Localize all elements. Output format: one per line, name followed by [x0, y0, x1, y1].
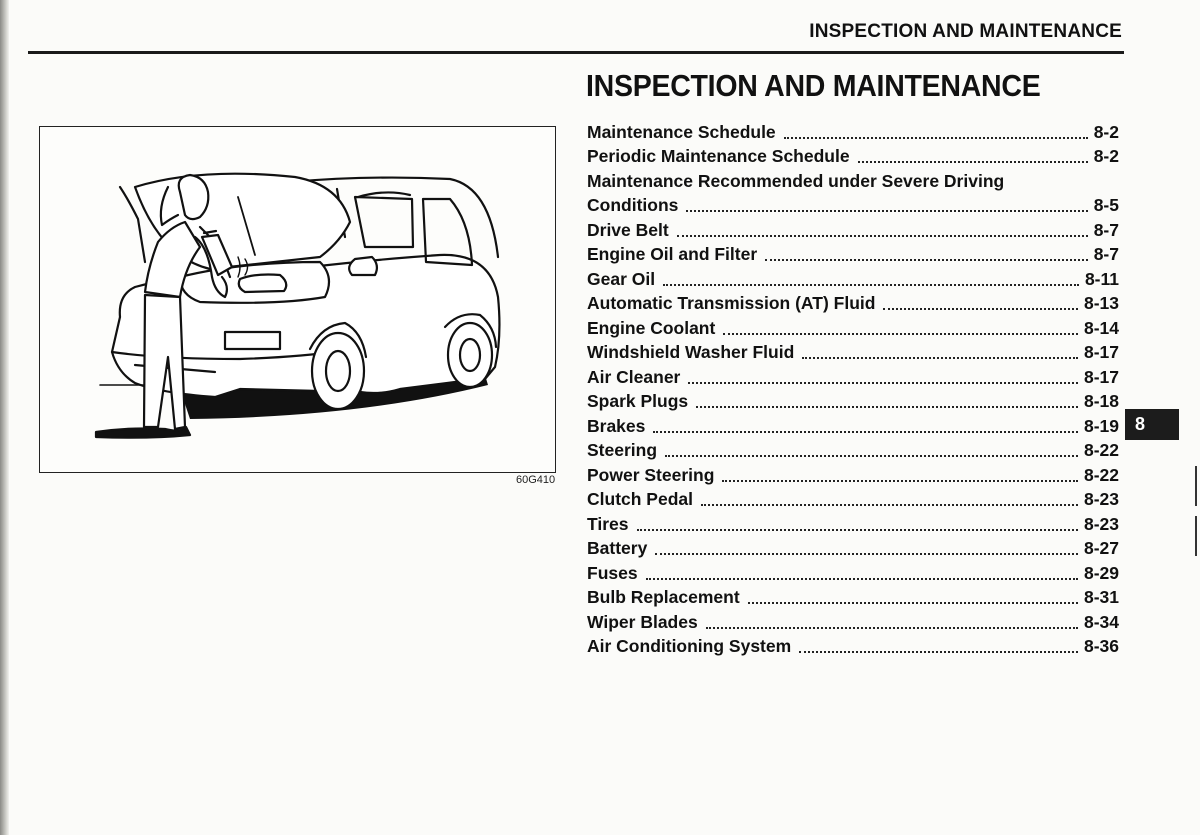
toc-entry[interactable] — [587, 118, 1119, 143]
toc-entry-label: Bulb Replacement — [587, 587, 740, 607]
toc-entry-label: Power Steering — [587, 464, 715, 485]
toc-dot-leader — [799, 651, 1078, 653]
toc-entry-page: 8-17 — [1083, 342, 1119, 362]
toc-entry-page: 8-27 — [1083, 538, 1119, 558]
toc-entry[interactable] — [587, 510, 1119, 535]
toc-dot-leader — [858, 161, 1088, 163]
toc-entry-page: 8-19 — [1083, 415, 1119, 436]
toc-dot-leader — [665, 455, 1078, 457]
toc-dot-leader — [663, 284, 1079, 286]
toc-entry-label: Brakes — [587, 415, 646, 436]
toc-entry[interactable] — [587, 241, 1119, 266]
toc-dot-leader — [696, 406, 1078, 408]
toc-entry[interactable] — [587, 143, 1119, 168]
toc-entry-label: Gear Oil — [587, 268, 656, 289]
toc-entry-label: Automatic Transmission (AT) Fluid — [587, 293, 876, 313]
toc-dot-leader — [706, 627, 1078, 629]
toc-dot-leader — [748, 602, 1078, 604]
toc-entry-label: Wiper Blades — [587, 611, 698, 632]
figure-code: 60G410 — [516, 474, 556, 486]
toc-entry-label: Spark Plugs — [587, 391, 689, 411]
toc-entry-page: 8-17 — [1083, 366, 1119, 387]
toc-dot-leader — [802, 357, 1078, 359]
toc-dot-leader — [686, 210, 1087, 212]
toc-entry[interactable] — [587, 559, 1119, 584]
toc-entry[interactable] — [587, 608, 1119, 633]
toc-dot-leader — [637, 529, 1078, 531]
chapter-tab[interactable]: 8 — [1125, 409, 1179, 440]
toc-entry-page: 8-22 — [1083, 464, 1119, 485]
table-of-contents — [587, 118, 1119, 657]
toc-entry-label: Engine Coolant — [587, 317, 716, 338]
toc-entry-label: Periodic Maintenance Schedule — [587, 146, 850, 166]
toc-entry-page: 8-34 — [1083, 611, 1119, 632]
toc-entry-page: 8-23 — [1083, 513, 1119, 534]
toc-entry[interactable] — [587, 192, 1119, 217]
toc-entry-page: 8-23 — [1083, 489, 1119, 509]
margin-mark — [1195, 516, 1197, 556]
toc-dot-leader — [765, 259, 1088, 261]
toc-entry-label: Conditions — [587, 195, 679, 215]
toc-entry-page: 8-13 — [1083, 293, 1119, 313]
toc-dot-leader — [646, 578, 1078, 580]
toc-entry[interactable] — [587, 461, 1119, 486]
toc-entry-page: 8-31 — [1083, 587, 1119, 607]
toc-entry-page: 8-2 — [1093, 146, 1119, 166]
toc-entry[interactable] — [587, 633, 1119, 658]
toc-entry[interactable] — [587, 167, 1119, 192]
toc-dot-leader — [883, 308, 1078, 310]
toc-entry-label: Engine Oil and Filter — [587, 244, 758, 264]
toc-entry-label: Maintenance Schedule — [587, 121, 776, 142]
margin-mark — [1195, 466, 1197, 506]
toc-entry-page: 8-5 — [1093, 195, 1119, 215]
toc-entry-label: Maintenance Recommended under Severe Driving — [587, 170, 1005, 191]
toc-entry-page: 8-7 — [1093, 219, 1119, 240]
toc-entry-page: 8-11 — [1084, 268, 1119, 289]
person-checking-car-engine-illustration — [40, 127, 555, 472]
section-title: INSPECTION AND MAINTENANCE — [586, 68, 1041, 103]
toc-entry-label: Air Conditioning System — [587, 636, 792, 656]
toc-entry-label: Clutch Pedal — [587, 489, 693, 509]
toc-dot-leader — [701, 504, 1078, 506]
toc-entry-label: Steering — [587, 440, 658, 460]
toc-entry[interactable] — [587, 437, 1119, 462]
toc-entry-page: 8-36 — [1083, 636, 1119, 656]
toc-entry-label: Drive Belt — [587, 219, 669, 240]
toc-entry[interactable] — [587, 265, 1119, 290]
header-rule — [28, 51, 1124, 54]
toc-entry-page: 8-7 — [1093, 244, 1119, 264]
toc-entry-label: Fuses — [587, 562, 638, 583]
toc-entry[interactable] — [587, 216, 1119, 241]
toc-entry[interactable] — [587, 584, 1119, 609]
toc-dot-leader — [688, 382, 1078, 384]
toc-dot-leader — [655, 553, 1078, 555]
toc-entry-page: 8-2 — [1093, 121, 1119, 142]
toc-entry-page: 8-22 — [1083, 440, 1119, 460]
toc-entry-page: 8-14 — [1083, 317, 1119, 338]
toc-dot-leader — [784, 137, 1088, 139]
toc-entry[interactable] — [587, 314, 1119, 339]
toc-dot-leader — [722, 480, 1078, 482]
toc-dot-leader — [677, 235, 1088, 237]
toc-entry-label: Air Cleaner — [587, 366, 681, 387]
figure-illustration — [39, 126, 556, 473]
toc-entry[interactable] — [587, 290, 1119, 315]
toc-entry-label: Tires — [587, 513, 629, 534]
toc-dot-leader — [653, 431, 1078, 433]
running-header: INSPECTION AND MAINTENANCE — [809, 21, 1122, 42]
toc-dot-leader — [723, 333, 1078, 335]
toc-entry[interactable] — [587, 339, 1119, 364]
toc-entry[interactable] — [587, 535, 1119, 560]
toc-entry-label: Windshield Washer Fluid — [587, 342, 795, 362]
toc-entry-label: Battery — [587, 538, 648, 558]
toc-entry[interactable] — [587, 486, 1119, 511]
toc-entry[interactable] — [587, 388, 1119, 413]
page-binding-edge — [0, 0, 9, 835]
toc-entry-page: 8-29 — [1083, 562, 1119, 583]
toc-entry[interactable] — [587, 363, 1119, 388]
toc-entry[interactable] — [587, 412, 1119, 437]
toc-entry-page: 8-18 — [1083, 391, 1119, 411]
